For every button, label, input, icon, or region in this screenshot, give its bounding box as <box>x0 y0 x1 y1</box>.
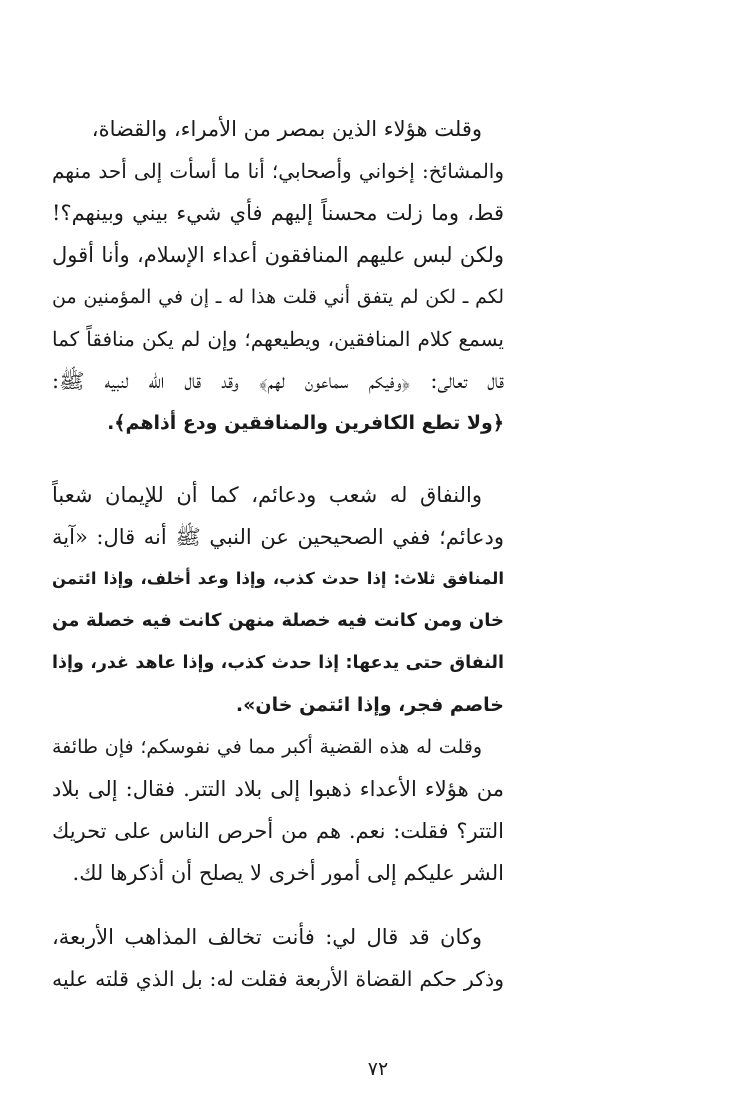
paragraph-4 <box>52 916 504 1000</box>
hadith-line: المنافق ثلاث: إذا حدث كذب، وإذا وعد أخلف، وإذا ائتمن <box>52 569 504 588</box>
page-number: ٧٢ <box>367 1058 389 1080</box>
text-line: وقلت له هذه القضية أكبر مما في نفوسكم؛ فإن طائفة <box>52 736 482 758</box>
text-line: قال تعالى: ﴿وفيكم سماعون لهم﴾ وقد قال الله لنبيه ﷺ: <box>52 369 504 393</box>
text-line: قط، وما زلت محسناً إليهم فأي شيء بيني وبينهم؟! <box>52 201 504 225</box>
paragraph-2 <box>52 474 504 726</box>
text-line: والمشائخ: إخواني وأصحابي؛ أنا ما أسأت إلى أحد منهم <box>52 159 504 183</box>
paragraph-1 <box>52 108 504 444</box>
text-line: التتر؟ فقلت: نعم. هم من أحرص الناس على تحريك <box>52 819 504 843</box>
paragraph-3 <box>52 726 504 894</box>
quran-verse-line: ﴿ولا تطع الكافرين والمنافقين ودع أذاهم﴾. <box>107 412 504 434</box>
text-line: يسمع كلام المنافقين، ويطيعهم؛ وإن لم يكن منافقاً كما <box>52 327 504 351</box>
text-line: من هؤلاء الأعداء ذهبوا إلى بلاد التتر. فقال: إلى بلاد <box>52 777 504 801</box>
text-line: والنفاق له شعب ودعائم، كما أن للإيمان شعباً <box>52 483 482 507</box>
text-line: لكم ـ لكن لم يتفق أني قلت هذا له ـ إن في المؤمنين من <box>52 286 504 308</box>
text-line: وقلت هؤلاء الذين بمصر من الأمراء، والقضاة، <box>91 117 482 141</box>
text-line: ولكن لبس عليهم المنافقون أعداء الإسلام، وأنا أقول <box>52 243 504 267</box>
hadith-line: خاصم فجر، وإذا ائتمن خان». <box>235 694 504 716</box>
text-line: الشر عليكم إلى أمور أخرى لا يصلح أن أذكرها لك. <box>72 861 504 885</box>
text-line: وذكر حكم القضاة الأربعة فقلت له: بل الذي قلته عليه <box>52 967 504 991</box>
text-line: ودعائم؛ ففي الصحيحين عن النبي ﷺ أنه قال: «آية <box>52 525 504 549</box>
hadith-line: النفاق حتى يدعها: إذا حدث كذب، وإذا عاهد غدر، وإذا <box>52 653 504 673</box>
text-line: وكان قد قال لي: فأنت تخالف المذاهب الأربعة، <box>52 925 482 949</box>
hadith-line: خان ومن كانت فيه خصلة منهن كانت فيه خصلة من <box>52 610 504 631</box>
